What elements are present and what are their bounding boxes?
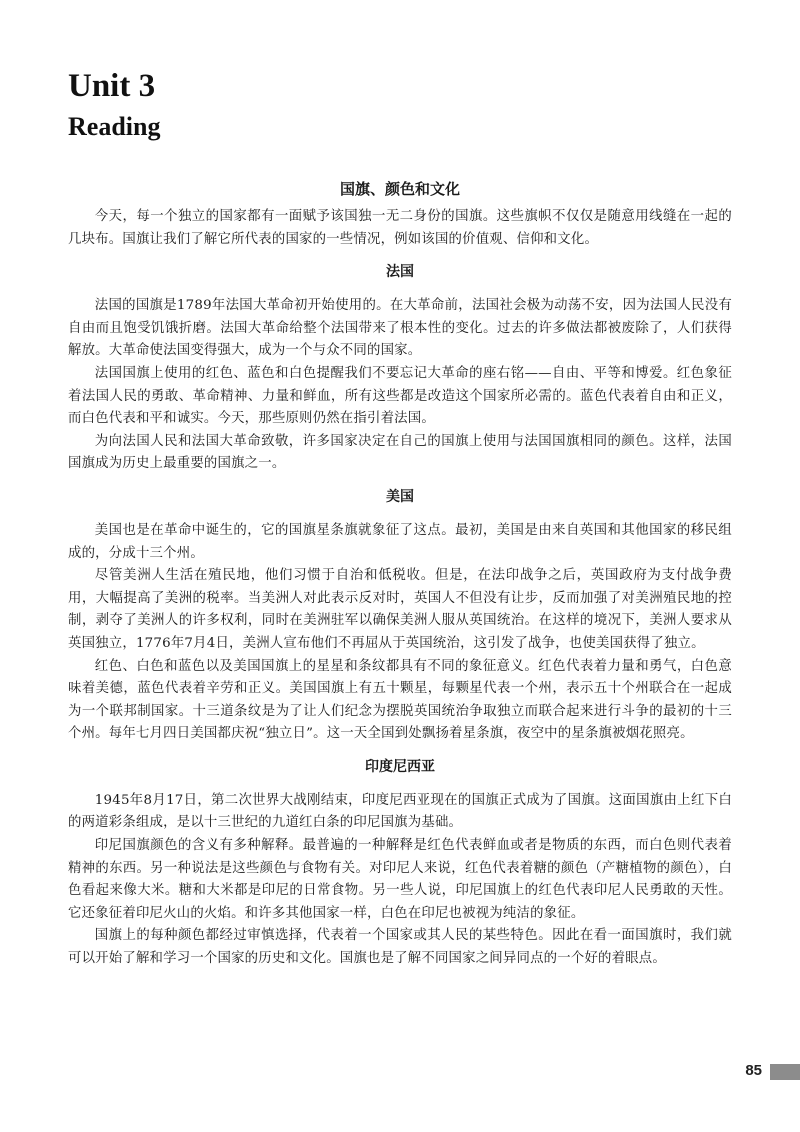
paragraph: 尽管美洲人生活在殖民地，他们习惯于自治和低税收。但是，在法印战争之后，英国政府为支付战争费用，大幅提高了美洲的税率。当美洲人对此表示反对时，英国人不但没有让步，反而加强了对美洲殖民地的控制，剥夺了美洲人的许多权利，同时在美洲驻军以确保美洲人服从英国统治。在这样的境况下，美洲人要求从英国独立，1776年7月4日，美洲人宣布他们不再屈从于英国统治，这引发了战争，也使美国获得了独立。 [68, 568, 732, 651]
paragraph: 美国也是在革命中诞生的，它的国旗星条旗就象征了这点。最初，美国是由来自英国和其他国家的移民组成的，分成十三个州。 [68, 522, 732, 561]
intro-paragraph: 今天，每一个独立的国家都有一面赋予该国独一无二身份的国旗。这些旗帜不仅仅是随意用线缝在一起的几块布。国旗让我们了解它所代表的国家的一些情况，例如该国的价值观、信仰和文化。 [68, 209, 732, 247]
paragraph: 为向法国人民和法国大革命致敬，许多国家决定在自己的国旗上使用与法国国旗相同的颜色。这样，法国国旗成为历史上最重要的国旗之一。 [68, 433, 732, 472]
paragraph: 印尼国旗颜色的含义有多种解释。最普遍的一种解释是红色代表鲜血或者是物质的东西，而白色则代表着精神的东西。另一种说法是这些颜色与食物有关。对印尼人来说，红色代表着糖的颜色（产糖植物的颜色），白色看起来像大米。糖和大米都是印尼的日常食物。另一些人说，印尼国旗上的红色代表印尼人民勇敢的天性。它还象征着印尼火山的火焰。和许多其他国家一样，白色在印尼也被视为纯洁的象征。 [68, 838, 732, 921]
paragraph: 国旗上的每种颜色都经过审慎选择，代表着一个国家或其人民的某些特色。因此在看一面国旗时，我们就可以开始了解和学习一个国家的历史和文化。国旗也是了解不同国家之间异同点的一个好的着眼点。 [68, 928, 732, 967]
paragraph: 1945年8月17日，第二次世界大战刚结束，印度尼西亚现在的国旗正式成为了国旗。这面国旗由上红下白的两道彩条组成，是以十三世纪的九道红白条的印尼国旗为基础。 [68, 792, 732, 831]
heading-france: 法国 [386, 264, 414, 281]
unit-title: Unit 3 [68, 68, 156, 104]
article-title: 国旗、颜色和文化 [339, 180, 460, 198]
paragraph: 法国国旗上使用的红色、蓝色和白色提醒我们不要忘记大革命的座右铭——自由、平等和博爱。红色象征着法国人民的勇敢、革命精神、力量和鲜血，所有这些都是改造这个国家所必需的。蓝色代表着自由和正义，而白色代表和平和诚实。今天，那些原则仍然在指引着法国。 [68, 365, 732, 427]
page-number: 85 [745, 1062, 762, 1079]
heading-indonesia: 印度尼西亚 [365, 758, 435, 775]
paragraph: 红色、白色和蓝色以及美国国旗上的星星和条纹都具有不同的象征意义。红色代表着力量和勇气，白色意味着美德，蓝色代表着辛劳和正义。美国国旗上有五十颗星，每颗星代表一个州，表示五十个州联合在一起成为一个联邦制国家。十三道条纹是为了让人们纪念为摆脱英国统治争取独立而联合起来进行斗争的最初的十三个州。每年七月四日美国都庆祝“独立日”。这一天全国到处飘扬着星条旗，夜空中的星条旗被烟花照亮。 [68, 658, 732, 742]
article [68, 178, 732, 971]
paragraph: 法国的国旗是1789年法国大革命初开始使用的。在大革命前，法国社会极为动荡不安，因为法国人民没有自由而且饱受饥饿折磨。法国大革命给整个法国带来了根本性的变化。过去的许多做法都被废除了，人们获得解放。大革命使法国变得强大，成为一个与众不同的国家。 [68, 298, 732, 359]
heading-usa: 美国 [386, 488, 414, 505]
section-title: Reading [68, 112, 161, 141]
page-number-bar [770, 1064, 800, 1080]
